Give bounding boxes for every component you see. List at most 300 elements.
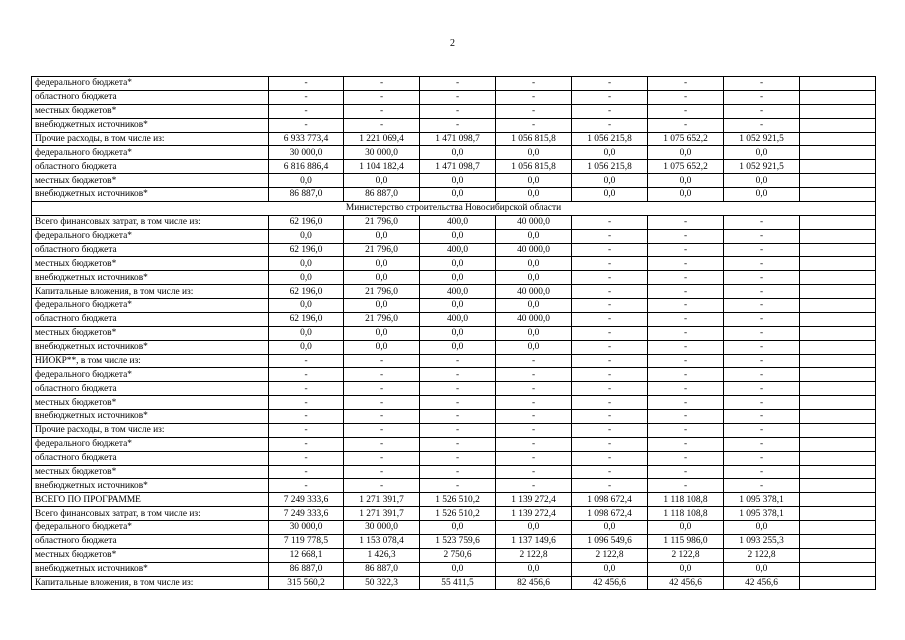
value-cell xyxy=(800,146,876,160)
value-cell xyxy=(800,548,876,562)
value-cell: 0,0 xyxy=(496,340,572,354)
value-cell: 0,0 xyxy=(344,174,420,188)
section-row xyxy=(32,201,876,215)
value-cell xyxy=(800,479,876,493)
value-cell: 1 118 108,8 xyxy=(648,493,724,507)
value-cell: 0,0 xyxy=(344,229,420,243)
value-cell: 1 471 098,7 xyxy=(420,160,496,174)
value-cell: - xyxy=(420,423,496,437)
value-cell: - xyxy=(648,215,724,229)
table-row xyxy=(32,229,876,243)
value-cell: 1 471 098,7 xyxy=(420,132,496,146)
value-cell: - xyxy=(724,285,800,299)
value-cell: - xyxy=(496,479,572,493)
value-cell: 0,0 xyxy=(420,188,496,202)
table-row xyxy=(32,215,876,229)
value-cell: - xyxy=(269,90,344,104)
row-label: областного бюджета xyxy=(32,90,269,104)
value-cell: 40 000,0 xyxy=(496,215,572,229)
value-cell: - xyxy=(648,299,724,313)
value-cell xyxy=(800,493,876,507)
value-cell: 0,0 xyxy=(724,146,800,160)
value-cell xyxy=(800,104,876,118)
value-cell: 0,0 xyxy=(344,340,420,354)
value-cell: - xyxy=(648,410,724,424)
table-row xyxy=(32,479,876,493)
table-row xyxy=(32,146,876,160)
value-cell: 2 122,8 xyxy=(496,548,572,562)
value-cell: 0,0 xyxy=(420,271,496,285)
value-cell: 12 668,1 xyxy=(269,548,344,562)
table-row xyxy=(32,299,876,313)
table-row xyxy=(32,90,876,104)
value-cell xyxy=(800,132,876,146)
value-cell: - xyxy=(724,354,800,368)
table-row xyxy=(32,396,876,410)
value-cell: 55 411,5 xyxy=(420,576,496,590)
value-cell: 2 122,8 xyxy=(648,548,724,562)
table-row xyxy=(32,326,876,340)
value-cell: - xyxy=(648,312,724,326)
value-cell: 1 075 652,2 xyxy=(648,160,724,174)
value-cell xyxy=(800,423,876,437)
value-cell: - xyxy=(724,257,800,271)
value-cell: 0,0 xyxy=(572,174,648,188)
row-label: Всего финансовых затрат, в том числе из: xyxy=(32,507,269,521)
row-label: федерального бюджета* xyxy=(32,368,269,382)
value-cell: 0,0 xyxy=(572,562,648,576)
row-label: местных бюджетов* xyxy=(32,174,269,188)
value-cell: - xyxy=(724,77,800,91)
value-cell: - xyxy=(572,312,648,326)
value-cell: - xyxy=(724,479,800,493)
table-row xyxy=(32,493,876,507)
value-cell: - xyxy=(724,368,800,382)
value-cell: 1 426,3 xyxy=(344,548,420,562)
value-cell: 82 456,6 xyxy=(496,576,572,590)
value-cell: 2 750,6 xyxy=(420,548,496,562)
value-cell: 1 526 510,2 xyxy=(420,493,496,507)
value-cell: - xyxy=(269,104,344,118)
value-cell xyxy=(800,188,876,202)
value-cell: 0,0 xyxy=(496,146,572,160)
row-label: федерального бюджета* xyxy=(32,299,269,313)
table-row xyxy=(32,160,876,174)
value-cell: 6 933 773,4 xyxy=(269,132,344,146)
value-cell: 42 456,6 xyxy=(724,576,800,590)
value-cell xyxy=(800,299,876,313)
budget-table-body xyxy=(32,77,876,590)
value-cell xyxy=(800,396,876,410)
value-cell: - xyxy=(344,451,420,465)
table-row xyxy=(32,423,876,437)
table-row xyxy=(32,257,876,271)
value-cell: - xyxy=(269,465,344,479)
value-cell: 0,0 xyxy=(648,188,724,202)
value-cell: - xyxy=(344,423,420,437)
row-label: внебюджетных источников* xyxy=(32,271,269,285)
value-cell: - xyxy=(648,382,724,396)
value-cell: - xyxy=(344,479,420,493)
value-cell: 30 000,0 xyxy=(344,146,420,160)
table-row xyxy=(32,437,876,451)
row-label: федерального бюджета* xyxy=(32,521,269,535)
value-cell: - xyxy=(269,77,344,91)
value-cell: 40 000,0 xyxy=(496,243,572,257)
value-cell: 400,0 xyxy=(420,243,496,257)
value-cell: 21 796,0 xyxy=(344,285,420,299)
value-cell: 0,0 xyxy=(724,562,800,576)
value-cell: - xyxy=(344,368,420,382)
value-cell: 62 196,0 xyxy=(269,285,344,299)
row-label: внебюджетных источников* xyxy=(32,340,269,354)
value-cell: - xyxy=(496,423,572,437)
value-cell xyxy=(800,562,876,576)
value-cell: - xyxy=(496,382,572,396)
value-cell: 2 122,8 xyxy=(572,548,648,562)
value-cell: 62 196,0 xyxy=(269,243,344,257)
value-cell: - xyxy=(648,243,724,257)
row-label: НИОКР**, в том числе из: xyxy=(32,354,269,368)
row-label: ВСЕГО ПО ПРОГРАММЕ xyxy=(32,493,269,507)
value-cell: 0,0 xyxy=(269,340,344,354)
value-cell xyxy=(800,215,876,229)
value-cell xyxy=(800,312,876,326)
value-cell: 1 139 272,4 xyxy=(496,493,572,507)
value-cell: 86 887,0 xyxy=(344,188,420,202)
value-cell: 1 221 069,4 xyxy=(344,132,420,146)
value-cell: 315 560,2 xyxy=(269,576,344,590)
row-label: местных бюджетов* xyxy=(32,396,269,410)
table-row xyxy=(32,410,876,424)
value-cell: - xyxy=(344,104,420,118)
value-cell: 400,0 xyxy=(420,285,496,299)
value-cell: - xyxy=(344,354,420,368)
value-cell: - xyxy=(648,479,724,493)
row-label: внебюджетных источников* xyxy=(32,188,269,202)
value-cell: - xyxy=(724,410,800,424)
value-cell: - xyxy=(648,465,724,479)
value-cell: 1 139 272,4 xyxy=(496,507,572,521)
value-cell: - xyxy=(724,437,800,451)
value-cell: 400,0 xyxy=(420,312,496,326)
value-cell: 0,0 xyxy=(496,326,572,340)
value-cell: - xyxy=(572,437,648,451)
value-cell: 1 153 078,4 xyxy=(344,534,420,548)
value-cell: 1 052 921,5 xyxy=(724,132,800,146)
value-cell: 0,0 xyxy=(269,174,344,188)
table-row xyxy=(32,465,876,479)
value-cell: 42 456,6 xyxy=(572,576,648,590)
value-cell: - xyxy=(344,465,420,479)
value-cell: - xyxy=(648,437,724,451)
row-label: внебюджетных источников* xyxy=(32,562,269,576)
row-label: местных бюджетов* xyxy=(32,326,269,340)
value-cell: - xyxy=(648,340,724,354)
value-cell: 0,0 xyxy=(420,174,496,188)
value-cell: 1 056 215,8 xyxy=(572,132,648,146)
value-cell: 86 887,0 xyxy=(269,188,344,202)
value-cell: - xyxy=(648,423,724,437)
value-cell: - xyxy=(724,423,800,437)
value-cell xyxy=(800,271,876,285)
value-cell: 0,0 xyxy=(496,521,572,535)
value-cell: 1 271 391,7 xyxy=(344,493,420,507)
value-cell: - xyxy=(572,90,648,104)
value-cell: 1 118 108,8 xyxy=(648,507,724,521)
value-cell: 2 122,8 xyxy=(724,548,800,562)
value-cell: - xyxy=(648,326,724,340)
table-row xyxy=(32,521,876,535)
value-cell: 30 000,0 xyxy=(269,146,344,160)
value-cell: 1 056 815,8 xyxy=(496,160,572,174)
value-cell: - xyxy=(572,299,648,313)
row-label: местных бюджетов* xyxy=(32,548,269,562)
value-cell: 0,0 xyxy=(496,562,572,576)
value-cell: - xyxy=(420,90,496,104)
value-cell: - xyxy=(648,229,724,243)
value-cell: - xyxy=(420,368,496,382)
value-cell: 40 000,0 xyxy=(496,312,572,326)
value-cell xyxy=(800,257,876,271)
row-label: внебюджетных источников* xyxy=(32,479,269,493)
value-cell: 1 095 378,1 xyxy=(724,493,800,507)
value-cell: - xyxy=(724,243,800,257)
value-cell: - xyxy=(724,299,800,313)
value-cell: 1 098 672,4 xyxy=(572,507,648,521)
value-cell: 0,0 xyxy=(724,188,800,202)
value-cell: - xyxy=(344,382,420,396)
value-cell xyxy=(800,437,876,451)
value-cell: 0,0 xyxy=(344,299,420,313)
table-row xyxy=(32,243,876,257)
value-cell: - xyxy=(496,368,572,382)
value-cell: 1 523 759,6 xyxy=(420,534,496,548)
value-cell: - xyxy=(572,410,648,424)
value-cell: 0,0 xyxy=(648,562,724,576)
value-cell: 0,0 xyxy=(496,188,572,202)
value-cell: - xyxy=(572,451,648,465)
value-cell: - xyxy=(269,382,344,396)
table-row xyxy=(32,271,876,285)
table-row xyxy=(32,174,876,188)
value-cell: - xyxy=(420,77,496,91)
table-row xyxy=(32,285,876,299)
table-row xyxy=(32,104,876,118)
value-cell: - xyxy=(496,410,572,424)
value-cell xyxy=(800,368,876,382)
value-cell xyxy=(800,229,876,243)
value-cell: 62 196,0 xyxy=(269,215,344,229)
value-cell: 0,0 xyxy=(420,326,496,340)
budget-table xyxy=(31,76,876,590)
value-cell: - xyxy=(344,118,420,132)
value-cell: - xyxy=(724,340,800,354)
value-cell: - xyxy=(496,90,572,104)
value-cell: 0,0 xyxy=(496,299,572,313)
value-cell: - xyxy=(344,396,420,410)
value-cell: 0,0 xyxy=(496,174,572,188)
value-cell: 7 119 778,5 xyxy=(269,534,344,548)
value-cell: 21 796,0 xyxy=(344,243,420,257)
value-cell: 7 249 333,6 xyxy=(269,493,344,507)
value-cell: - xyxy=(269,423,344,437)
value-cell: 0,0 xyxy=(420,257,496,271)
row-label: местных бюджетов* xyxy=(32,465,269,479)
row-label: областного бюджета xyxy=(32,382,269,396)
value-cell: 0,0 xyxy=(269,257,344,271)
value-cell xyxy=(800,410,876,424)
table-row xyxy=(32,576,876,590)
value-cell: - xyxy=(648,104,724,118)
row-label: областного бюджета xyxy=(32,451,269,465)
value-cell xyxy=(800,160,876,174)
value-cell: - xyxy=(724,465,800,479)
value-cell: 0,0 xyxy=(269,326,344,340)
value-cell: 0,0 xyxy=(496,257,572,271)
value-cell xyxy=(800,326,876,340)
value-cell xyxy=(800,534,876,548)
section-title: Министерство строительства Новосибирской области xyxy=(32,201,876,215)
value-cell: 86 887,0 xyxy=(269,562,344,576)
value-cell: - xyxy=(648,368,724,382)
value-cell xyxy=(800,285,876,299)
value-cell: - xyxy=(572,326,648,340)
value-cell: - xyxy=(269,451,344,465)
value-cell: - xyxy=(572,340,648,354)
row-label: федерального бюджета* xyxy=(32,146,269,160)
value-cell xyxy=(800,354,876,368)
table-row xyxy=(32,507,876,521)
value-cell: - xyxy=(420,410,496,424)
value-cell: 0,0 xyxy=(269,299,344,313)
row-label: внебюджетных источников* xyxy=(32,118,269,132)
value-cell: - xyxy=(269,118,344,132)
value-cell: 1 098 672,4 xyxy=(572,493,648,507)
value-cell xyxy=(800,507,876,521)
row-label: областного бюджета xyxy=(32,534,269,548)
value-cell: - xyxy=(269,396,344,410)
value-cell: 0,0 xyxy=(420,299,496,313)
table-row xyxy=(32,562,876,576)
value-cell: 1 526 510,2 xyxy=(420,507,496,521)
value-cell: - xyxy=(572,271,648,285)
value-cell: - xyxy=(648,118,724,132)
value-cell: 21 796,0 xyxy=(344,215,420,229)
value-cell: - xyxy=(496,104,572,118)
value-cell: - xyxy=(420,479,496,493)
value-cell: - xyxy=(496,77,572,91)
value-cell: 1 137 149,6 xyxy=(496,534,572,548)
value-cell: - xyxy=(420,382,496,396)
value-cell: - xyxy=(572,118,648,132)
table-row xyxy=(32,354,876,368)
value-cell: - xyxy=(420,118,496,132)
value-cell: - xyxy=(344,410,420,424)
value-cell: - xyxy=(269,354,344,368)
value-cell: - xyxy=(572,479,648,493)
value-cell: 0,0 xyxy=(724,174,800,188)
value-cell: - xyxy=(269,437,344,451)
row-label: Прочие расходы, в том числе из: xyxy=(32,423,269,437)
value-cell: - xyxy=(648,271,724,285)
value-cell: 0,0 xyxy=(269,271,344,285)
value-cell: 1 095 378,1 xyxy=(724,507,800,521)
row-label: внебюджетных источников* xyxy=(32,410,269,424)
value-cell: - xyxy=(724,271,800,285)
value-cell: - xyxy=(572,257,648,271)
value-cell: 40 000,0 xyxy=(496,285,572,299)
value-cell: 1 115 986,0 xyxy=(648,534,724,548)
value-cell: - xyxy=(344,77,420,91)
value-cell: 1 075 652,2 xyxy=(648,132,724,146)
value-cell: 0,0 xyxy=(269,229,344,243)
value-cell: 7 249 333,6 xyxy=(269,507,344,521)
value-cell: - xyxy=(648,396,724,410)
value-cell: 30 000,0 xyxy=(269,521,344,535)
value-cell xyxy=(800,340,876,354)
value-cell: 0,0 xyxy=(572,188,648,202)
row-label: федерального бюджета* xyxy=(32,77,269,91)
value-cell: 0,0 xyxy=(496,229,572,243)
table-row xyxy=(32,534,876,548)
value-cell: 62 196,0 xyxy=(269,312,344,326)
value-cell xyxy=(800,90,876,104)
value-cell: - xyxy=(572,368,648,382)
value-cell: - xyxy=(572,396,648,410)
value-cell: - xyxy=(648,90,724,104)
value-cell: - xyxy=(724,396,800,410)
value-cell: 0,0 xyxy=(420,146,496,160)
row-label: Всего финансовых затрат, в том числе из: xyxy=(32,215,269,229)
value-cell xyxy=(800,576,876,590)
value-cell: - xyxy=(648,354,724,368)
value-cell: - xyxy=(724,229,800,243)
table-row xyxy=(32,340,876,354)
row-label: местных бюджетов* xyxy=(32,104,269,118)
value-cell: - xyxy=(724,215,800,229)
value-cell: - xyxy=(344,90,420,104)
table-row xyxy=(32,451,876,465)
value-cell: - xyxy=(572,77,648,91)
value-cell: 0,0 xyxy=(648,146,724,160)
value-cell: 0,0 xyxy=(420,340,496,354)
value-cell: 0,0 xyxy=(344,326,420,340)
value-cell: 0,0 xyxy=(344,257,420,271)
row-label: областного бюджета xyxy=(32,312,269,326)
value-cell: - xyxy=(496,465,572,479)
value-cell: - xyxy=(420,396,496,410)
value-cell: - xyxy=(420,465,496,479)
row-label: Капитальные вложения, в том числе из: xyxy=(32,576,269,590)
value-cell: - xyxy=(572,354,648,368)
value-cell: 0,0 xyxy=(496,271,572,285)
table-row xyxy=(32,118,876,132)
table-row xyxy=(32,382,876,396)
value-cell xyxy=(800,451,876,465)
value-cell: 0,0 xyxy=(572,146,648,160)
value-cell: 42 456,6 xyxy=(648,576,724,590)
value-cell: - xyxy=(724,312,800,326)
value-cell: 0,0 xyxy=(648,174,724,188)
value-cell: - xyxy=(269,368,344,382)
value-cell: - xyxy=(648,451,724,465)
row-label: местных бюджетов* xyxy=(32,257,269,271)
value-cell xyxy=(800,382,876,396)
value-cell: 86 887,0 xyxy=(344,562,420,576)
value-cell: 0,0 xyxy=(724,521,800,535)
value-cell xyxy=(800,174,876,188)
